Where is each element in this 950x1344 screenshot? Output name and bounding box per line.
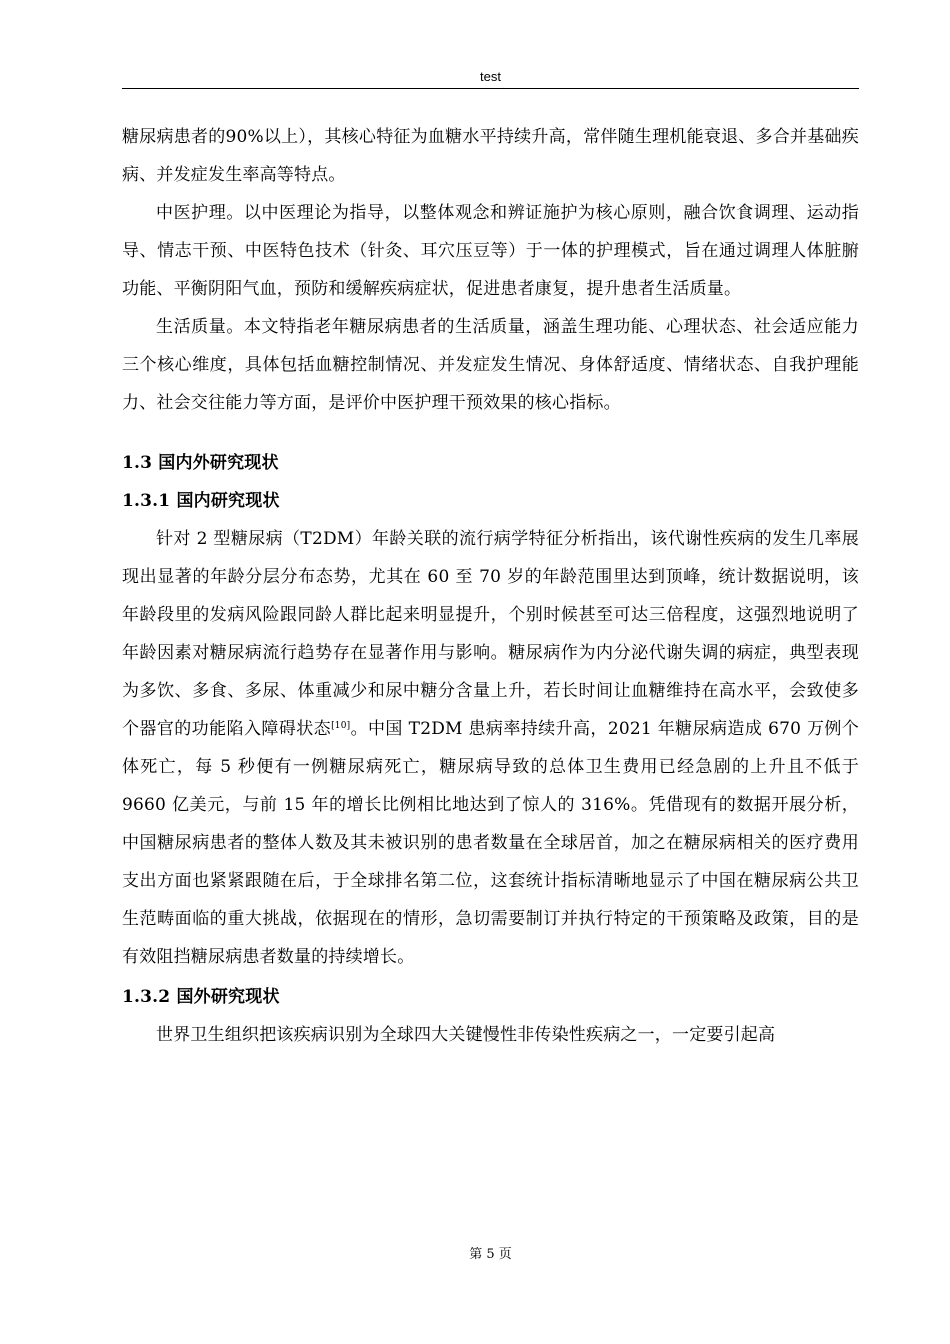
paragraph-tcm-nursing: 中医护理。以中医理论为指导，以整体观念和辨证施护为核心原则，融合饮食调理、运动指导、情志干预、中医特色技术（针灸、耳穴压豆等）于一体的护理模式，旨在通过调理人体脏腑功能、平衡阴阳气血，预防和缓解疾病症状，促进患者康复，提升患者生活质量。 xyxy=(122,203,859,299)
header-divider xyxy=(122,88,859,89)
paragraph-domestic-part-1: 针对 2 型糖尿病（T2DM）年龄关联的流行病学特征分析指出，该代谢性疾病的发生几率展现出显著的年龄分层分布态势，尤其在 60 至 70 岁的年龄范围里达到顶峰，统计数据说明，该年龄段里的发病风险跟同龄人群比起来明显提升，个别时候甚至可达三倍程度，这强烈地说明了年龄因素对糖尿病流行趋势存在显著作用与影响。糖尿病作为内分泌代谢失调的病症，典型表现为多饮、多食、多尿、体重减少和尿中糖分含量上升，若长时间让血糖维持在高水平，会致使多个器官的功能陷入障碍状态 xyxy=(122,529,859,739)
paragraph-foreign-research: 世界卫生组织把该疾病识别为全球四大关键慢性非传染性疾病之一，一定要引起高 xyxy=(156,1025,776,1045)
paragraph-quality-of-life: 生活质量。本文特指老年糖尿病患者的生活质量，涵盖生理功能、心理状态、社会适应能力三个核心维度，具体包括血糖控制情况、并发症发生情况、身体舒适度、情绪状态、自我护理能力、社会交往能力等方面，是评价中医护理干预效果的核心指标。 xyxy=(122,317,859,413)
section-heading-1-3-1: 1.3.1 国内研究现状 xyxy=(122,491,280,511)
paragraph-domestic-research xyxy=(122,520,859,976)
section-heading-1-3: 1.3 国内外研究现状 xyxy=(122,453,279,473)
page-number: 第 5 页 xyxy=(469,1247,512,1262)
page-header: test xyxy=(480,69,501,84)
paragraph-continuation: 糖尿病患者的90%以上），其核心特征为血糖水平持续升高，常伴随生理机能衰退、多合并基础疾病、并发症发生率高等特点。 xyxy=(122,127,859,185)
citation-ref: [10] xyxy=(331,721,351,731)
document-body xyxy=(122,118,859,1054)
section-heading-1-3-2: 1.3.2 国外研究现状 xyxy=(122,987,280,1007)
paragraph-domestic-part-2: 。中国 T2DM 患病率持续升高，2021 年糖尿病造成 670 万例个体死亡，每 5 秒便有一例糖尿病死亡，糖尿病导致的总体卫生费用已经急剧的上升且不低于 9660 亿美元，与前 15 年的增长比例相比地达到了惊人的 316%。凭借现有的数据开展分析，中国糖尿病患者的整体人数及其未被识别的患者数量在全球居首，加之在糖尿病相关的医疗费用支出方面也紧紧跟随在后，于全球排名第二位，这套统计指标清晰地显示了中国在糖尿病公共卫生范畴面临的重大挑战，依据现在的情形，急切需要制订并执行特定的干预策略及政策，目的是有效阻挡糖尿病患者数量的持续增长。 xyxy=(122,719,859,967)
